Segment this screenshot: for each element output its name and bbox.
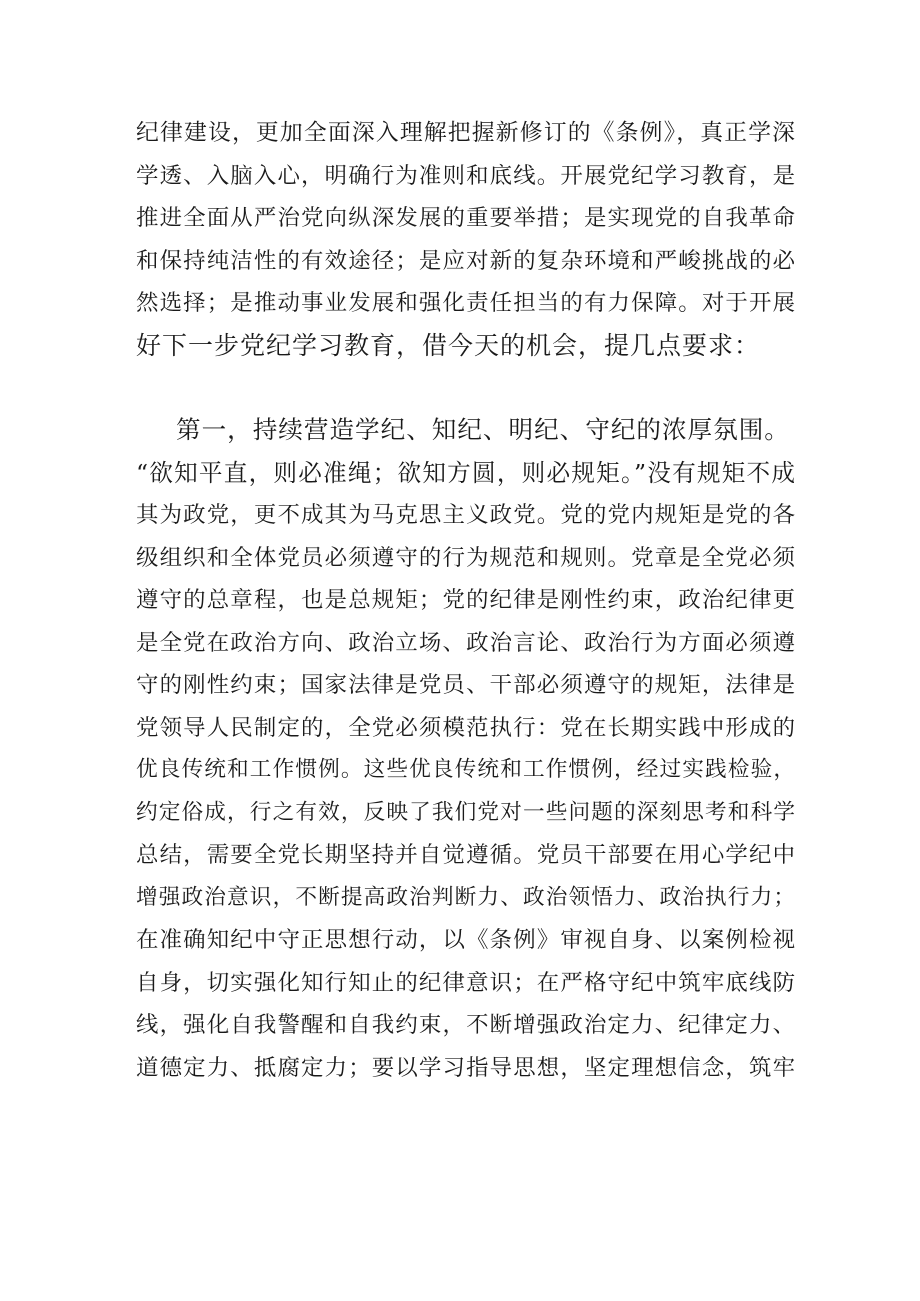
text-line: 增强政治意识，不断提高政治判断力、政治领悟力、政治执行力； [136,884,796,910]
text-line: 遵守的总章程，也是总规矩；党的纪律是刚性约束，政治纪律更 [136,587,796,613]
text-line: 约定俗成，行之有效，反映了我们党对一些问题的深刻思考和科学 [136,799,796,825]
text-line: 推进全面从严治党向纵深发展的重要举措；是实现党的自我革命 [136,205,796,231]
text-line: 道德定力、抵腐定力；要以学习指导思想，坚定理想信念，筑牢 [136,1054,796,1081]
text-line: 是全党在政治方向、政治立场、政治言论、政治行为方面必须遵 [136,629,796,656]
paragraph-first-requirement [136,409,796,1089]
paragraph-intro [136,112,796,367]
text-line: 其为政党，更不成其为马克思主义政党。党的党内规矩是党的各 [136,502,796,528]
section-heading: 第一，持续营造学纪、知纪、明纪、守纪的浓厚氛围。 [176,415,790,444]
text-line: 纪律建设，更加全面深入理解把握新修订的《条例》，真正学深 [136,120,796,146]
text-line: 学透、入脑入心，明确行为准则和底线。开展党纪学习教育，是 [136,162,796,189]
text-line: 在准确知纪中守正思想行动，以《条例》审视自身、以案例检视 [136,927,796,953]
text-line: 和保持纯洁性的有效途径；是应对新的复杂环境和严峻挑战的必 [136,247,796,274]
text-line: 级组织和全体党员必须遵守的行为规范和规则。党章是全党必须 [136,544,796,571]
text-line: 好下一步党纪学习教育，借今天的机会，提几点要求： [136,330,761,360]
text-line: 总结，需要全党长期坚持并自觉遵循。党员干部要在用心学纪中 [136,842,796,868]
text-line: 守的刚性约束；国家法律是党员、干部必须遵守的规矩，法律是 [136,672,796,698]
text-line: 自身，切实强化知行知止的纪律意识；在严格守纪中筑牢底线防 [136,969,796,996]
text-line: 线，强化自我警醒和自我约束，不断增强政治定力、纪律定力、 [136,1012,796,1038]
text-line: 然选择；是推动事业发展和强化责任担当的有力保障。对于开展 [136,290,796,316]
text-line: “欲知平直，则必准绳；欲知方圆，则必规矩。”没有规矩不成 [136,458,796,487]
text-line: 优良传统和工作惯例。这些优良传统和工作惯例，经过实践检验， [136,757,796,782]
text-line: 党领导人民制定的，全党必须模范执行：党在长期实践中形成的 [136,714,796,741]
